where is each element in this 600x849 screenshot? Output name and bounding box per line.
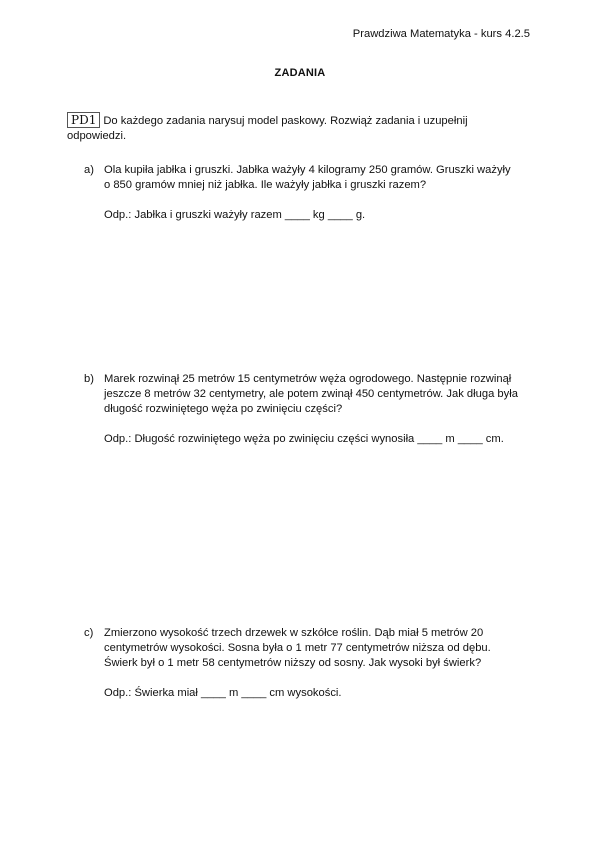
- task-line: centymetrów wysokości. Sosna była o 1 metr 77 centymetrów niższa od dębu.: [104, 642, 491, 654]
- task-text: [104, 372, 544, 417]
- task-line: Świerk był o 1 metr 58 centymetrów niższy od sosny. Jak wysoki był świerk?: [104, 657, 482, 669]
- task-line: o 850 gramów mniej niż jabłka. Ile ważyły jabłka i gruszki razem?: [104, 179, 427, 191]
- task-line: długość rozwiniętego węża po zwinięciu części?: [104, 403, 343, 415]
- task-marker: a): [84, 164, 94, 176]
- course-header: Prawdziwa Matematyka - kurs 4.2.5: [352, 28, 530, 40]
- task-line: Ola kupiła jabłka i gruszki. Jabłka ważyły 4 kilogramy 250 gramów. Gruszki ważyły: [104, 164, 511, 176]
- task-line: Zmierzono wysokość trzech drzewek w szkółce roślin. Dąb miał 5 metrów 20: [104, 627, 484, 639]
- task-text: [104, 626, 544, 671]
- task-c: [84, 626, 544, 701]
- task-line: Marek rozwinął 25 metrów 15 centymetrów węża ogrodowego. Następnie rozwinął: [104, 373, 512, 385]
- page-title: ZADANIA: [274, 67, 326, 79]
- task-line: jeszcze 8 metrów 32 centymetry, ale potem zwinął 450 centymetrów. Jak długa była: [104, 388, 518, 400]
- task-text: [104, 163, 544, 193]
- intro-text-continued: odpowiedzi.: [67, 130, 127, 142]
- task-marker: c): [84, 627, 94, 639]
- intro-text: Do każdego zadania narysuj model paskowy. Rozwiąż zadania i uzupełnij: [103, 115, 468, 127]
- answer-line: Odp.: Długość rozwiniętego węża po zwinięciu części wynosiła ____ m ____ cm.: [104, 433, 504, 445]
- task-marker: b): [84, 373, 94, 385]
- task-badge: PD1: [67, 112, 100, 128]
- answer-line: Odp.: Jabłka i gruszki ważyły razem ____ kg ____ g.: [104, 209, 366, 221]
- task-a: [84, 163, 544, 223]
- intro-paragraph: [67, 112, 537, 144]
- task-b: [84, 372, 544, 447]
- answer-line: Odp.: Świerka miał ____ m ____ cm wysokości.: [104, 687, 342, 699]
